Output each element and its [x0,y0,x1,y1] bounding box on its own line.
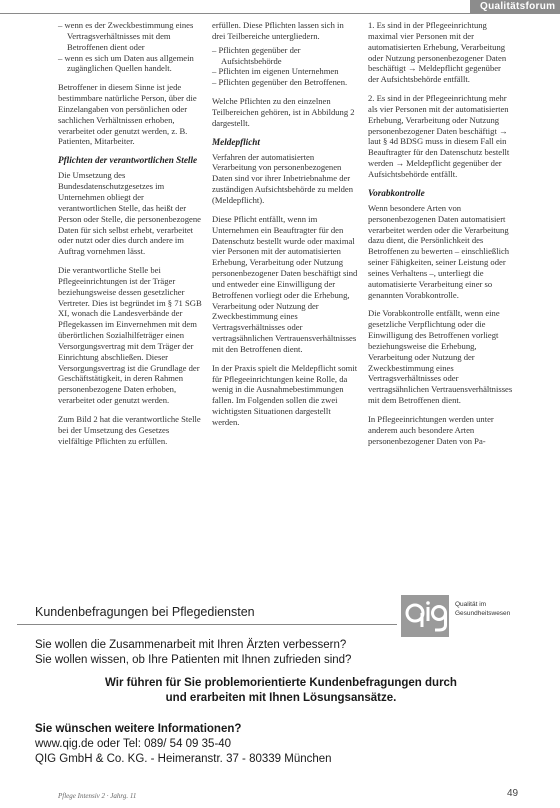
ad-title: Kundenbefragungen bei Pflegediensten [35,605,255,619]
ad-question: Sie wollen wissen, ob Ihre Patienten mit Ihnen zufrieden sind? [35,654,352,666]
qig-logo [401,595,539,637]
logo-caption: Qualität im Gesundheitswesen [455,601,511,617]
bullet-item: – wenn es der Zweckbestimmung eines Vertragsverhältnisses mit dem Betroffenen dient oder [58,20,203,53]
paragraph: Wenn besondere Arten von personenbezogenen Daten automatisiert verarbeitet werden oder die Verarbeitung dazu dient, die Persönlichkeit des Betroffenen zu bewerten – einschließlich seiner Fähigkeiten, seiner Leistung oder seines Verhaltens –, unterliegt die automatisierte Verarbeitung einer so genannten Vorabkontrolle. [368,202,510,300]
column-2 [212,20,358,436]
list-item: – Pflichten gegenüber der Aufsichtsbehörde [212,45,358,67]
ad-offer: Wir führen für Sie problemorientierte Kundenbefragungen durch [105,677,457,689]
footer-source: Pflege Intensiv 2 · Jahrg. 11 [58,792,137,800]
page-header [0,0,560,14]
paragraph: Die verantwortliche Stelle bei Pflegeeinrichtungen ist der Träger beziehungsweise dessen gesetzlicher Vertreter. Dies ist begründet im § 71 SGB XI, wonach die Landesverbände der Pflegekassen im Einvernehmen mit dem überörtlichen Sozialhilfeträger einen Versorgungsvertrag mit dem Träger der Einrichtung abschließen. Dieser Versorgungsvertrag ist die Grundlage der Geschäftstätigkeit, in deren Rahmen personenbezogene Daten erhoben, verarbeitet oder genutzt werden. [58,265,202,406]
header-rule [0,13,470,14]
section-label: Qualitätsforum [470,0,560,14]
ad-contact-line: www.qig.de oder Tel: 089/ 54 09 35-40 [35,738,232,750]
paragraph: 2. Es sind in der Pflegeeinrichtung mehr als vier Personen mit der automatisierten Erhebung, Verarbeitung oder Nutzung personenbezogener Daten beschäftigt → laut § 4d BDSG muss in diesem Fall ein Beauftragter für den Datenschutz bestellt werden → Meldepflicht gegenüber der Aufsichtsbehörde entfällt. [368,93,510,179]
paragraph: Die Vorabkontrolle entfällt, wenn eine gesetzliche Verpflichtung oder die Einwilligung des Betroffenen vorliegt beziehungsweise die Erhebung, Verarbeitung oder Nutzung der Zweckbestimmung eines Vertragsverhältnisses oder vertragsähnlichen Vertrauensverhältnisses mit dem Betroffenen dient. [368,308,513,406]
duty-list [212,45,358,88]
paragraph: Zum Bild 2 hat die verantwortliche Stelle bei der Umsetzung des Gesetzes vielfältige Pflichten zu erfüllen. [58,414,201,446]
ad-question: Sie wollen die Zusammenarbeit mit Ihren Ärzten verbessern? [35,639,347,651]
paragraph: erfüllen. Diese Pflichten lassen sich in drei Teilbereiche untergliedern. [212,20,344,41]
paragraph: Die Umsetzung des Bundesdatenschutzgesetzes im Unternehmen obliegt der verantwortlichen Stelle, das heißt der Person oder Stelle, die personenbezogene Daten für sich selbst erhebt, verarbeitet oder nutzt oder dies durch andere im Auftrag vornehmen lässt. [58,170,201,257]
advertisement [17,591,545,771]
paragraph: Diese Pflicht entfällt, wenn im Unternehmen ein Beauftragter für den Datenschutz bestellt wurde oder maximal vier Personen mit der automatisierten Erhebung, Verarbeitung oder Nutzung personenbezogener Daten beschäftigt sind und entweder eine Einwilligung der Betroffenen vorliegt oder die Erhebung, Verarbeitung oder Nutzung der Zweckbestimmung eines Vertragsverhältnisses oder vertragsähnlichen Vertrauensverhältnisses mit den Betroffenen dient. [212,213,358,354]
bullet-item: – wenn es sich um Daten aus allgemein zugänglichen Quellen handelt. [58,53,203,75]
section-heading: Vorabkontrolle [368,187,425,198]
paragraph: Welche Pflichten zu den einzelnen Teilbereichen gehören, ist in Abbildung 2 dargestellt. [212,96,355,128]
ad-contact-heading: Sie wünschen weitere Informationen? [35,723,242,735]
list-item: – Pflichten im eigenen Unternehmen [212,66,358,77]
column-1 [58,20,203,455]
section-heading: Pflichten der verantwortlichen Stelle [58,155,198,166]
page-number: 49 [507,788,519,799]
paragraph: In Pflegeeinrichtungen werden unter anderem auch besondere Arten personenbezogener Daten von Pa- [368,414,494,446]
paragraph: Verfahren der automatisierten Verarbeitung von personenbezogenen Daten sind vor ihrer Inbetriebnahme der zuständigen Aufsichtsbehörde zu melden (Meldepflicht). [212,151,354,205]
list-item: – Pflichten gegenüber den Betroffenen. [212,77,358,88]
paragraph: Betroffener in diesem Sinne ist jede bestimmbare natürliche Person, über die Einzelangaben von persönlichen oder sachlichen Verhältnissen erhoben, verarbeitet oder genutzt werden, z. B. Patienten, Mitarbeiter. [58,82,197,147]
qig-logo-icon [401,595,449,637]
paragraph: In der Praxis spielt die Meldepflicht somit für Pflegeeinrichtungen keine Rolle, da wenig in die Ausnahmebestimmungen fallen. Im Folgenden sollen die zwei wichtigsten Situationen dargestellt werden. [212,362,358,427]
ad-offer: und erarbeiten mit Ihnen Lösungsansätze. [165,692,397,704]
paragraph: 1. Es sind in der Pflegeeinrichtung maximal vier Personen mit der automatisierten Erhebung, Verarbeitung oder Nutzung personenbezogener Daten beschäftigt → Meldepflicht gegenüber der Aufsichtsbehörde entfällt. [368,20,507,85]
ad-address: QIG GmbH & Co. KG. - Heimeranstr. 37 - 80339 München [35,753,332,765]
section-heading: Meldepflicht [212,136,260,147]
column-3 [368,20,514,455]
